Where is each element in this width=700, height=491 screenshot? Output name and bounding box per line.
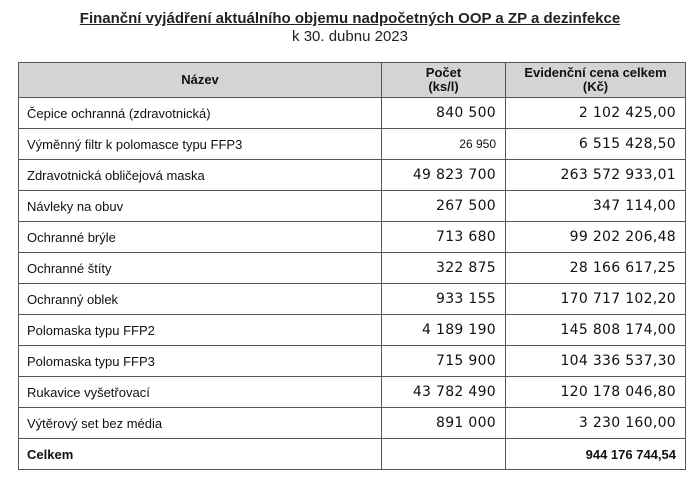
row-name: Výtěrový set bez média: [19, 408, 382, 439]
row-name: Ochranné štíty: [19, 253, 382, 284]
row-count: 840 500: [382, 98, 506, 129]
table-row: [19, 129, 686, 160]
row-name: Ochranný oblek: [19, 284, 382, 315]
row-count: 4 189 190: [382, 315, 506, 346]
table-header-row: [19, 63, 686, 98]
row-count: 933 155: [382, 284, 506, 315]
row-name: Polomaska typu FFP3: [19, 346, 382, 377]
table-row: [19, 191, 686, 222]
row-count: 49 823 700: [382, 160, 506, 191]
table-row: [19, 160, 686, 191]
total-price: 944 176 744,54: [506, 439, 686, 470]
row-count: 891 000: [382, 408, 506, 439]
row-price: 145 808 174,00: [506, 315, 686, 346]
row-count: 715 900: [382, 346, 506, 377]
table-row: [19, 346, 686, 377]
document-subtitle: k 30. dubnu 2023: [292, 28, 408, 45]
row-price: 120 178 046,80: [506, 377, 686, 408]
row-name: Výměnný filtr k polomasce typu FFP3: [19, 129, 382, 160]
header-price-line2: (Kč): [582, 79, 609, 94]
table-row: [19, 222, 686, 253]
row-count: 26 950: [382, 129, 506, 160]
row-count: 322 875: [382, 253, 506, 284]
header-price: [506, 63, 686, 98]
table-row: [19, 377, 686, 408]
row-name: Návleky na obuv: [19, 191, 382, 222]
row-count: 267 500: [382, 191, 506, 222]
row-price: 28 166 617,25: [506, 253, 686, 284]
row-price: 3 230 160,00: [506, 408, 686, 439]
table-row: [19, 408, 686, 439]
inventory-table: [18, 62, 686, 470]
header-name: Název: [19, 63, 382, 98]
row-name: Polomaska typu FFP2: [19, 315, 382, 346]
header-count-line1: Počet: [425, 65, 462, 80]
total-row: [19, 439, 686, 470]
row-price: 6 515 428,50: [506, 129, 686, 160]
header-count-line2: (ks/l): [428, 79, 459, 94]
total-count: [382, 439, 506, 470]
row-price: 170 717 102,20: [506, 284, 686, 315]
row-name: Ochranné brýle: [19, 222, 382, 253]
header-count: [382, 63, 506, 98]
row-price: 104 336 537,30: [506, 346, 686, 377]
header-price-line1: Evidenční cena celkem: [524, 65, 667, 80]
row-name: Zdravotnická obličejová maska: [19, 160, 382, 191]
table-row: [19, 284, 686, 315]
row-price: 2 102 425,00: [506, 98, 686, 129]
total-label: Celkem: [19, 439, 382, 470]
row-price: 263 572 933,01: [506, 160, 686, 191]
document-title: Finanční vyjádření aktuálního objemu nadpočetných OOP a ZP a dezinfekce: [79, 10, 621, 27]
row-price: 99 202 206,48: [506, 222, 686, 253]
row-price: 347 114,00: [506, 191, 686, 222]
table-row: [19, 98, 686, 129]
table-row: [19, 315, 686, 346]
row-name: Čepice ochranná (zdravotnická): [19, 98, 382, 129]
row-name: Rukavice vyšetřovací: [19, 377, 382, 408]
row-count: 43 782 490: [382, 377, 506, 408]
table-row: [19, 253, 686, 284]
row-count: 713 680: [382, 222, 506, 253]
